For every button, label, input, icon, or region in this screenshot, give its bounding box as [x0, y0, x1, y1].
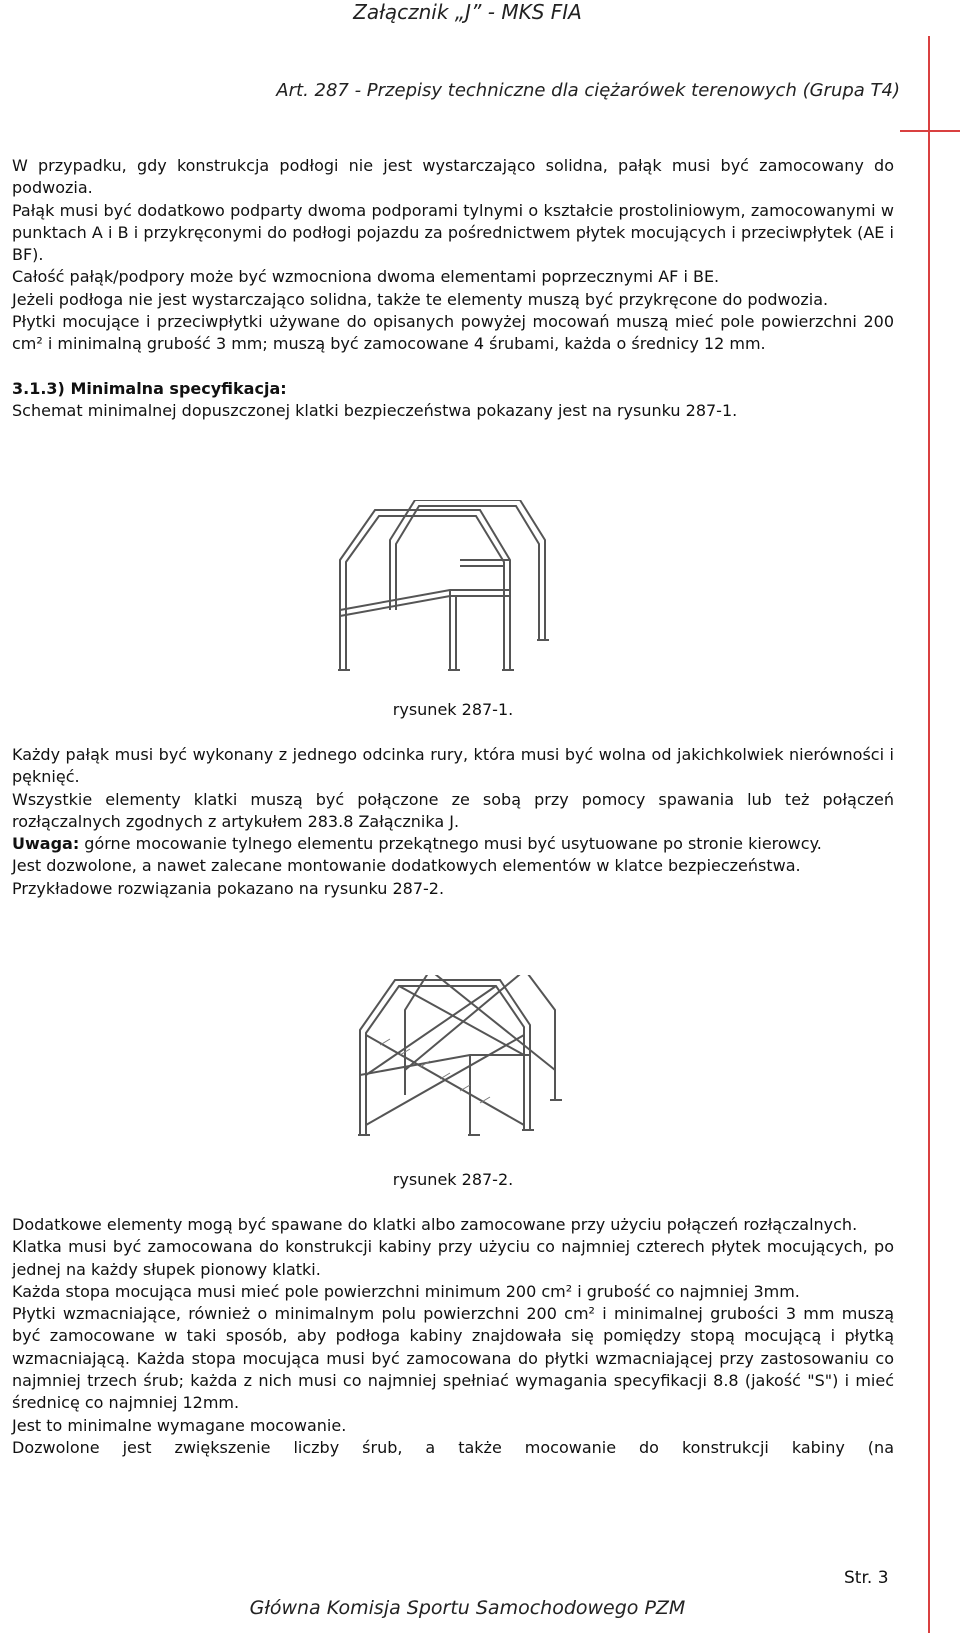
- figure-287-2-caption: rysunek 287-2.: [392, 1170, 514, 1189]
- figure-287-2-rollcage: [350, 975, 570, 1145]
- section-heading-text: 3.1.3) Minimalna specyfikacja:: [12, 378, 287, 398]
- header-article-title: Art. 287 - Przepisy techniczne dla ciężarówek terenowych (Grupa T4): [276, 80, 900, 101]
- paragraph: Pałąk musi być dodatkowo podparty dwoma podporami tylnymi o kształcie prostoliniowym, zamocowanymi w punktach A i B i przykręconymi do podłogi pojazdu za pośrednictwem płytek mocujących i przeciwpłytek (AE i BF).: [12, 200, 894, 265]
- paragraph: Płytki mocujące i przeciwpłytki używane do opisanych powyżej mocowań muszą mieć pole powierzchni 200 cm² i minimalną grubość 3 mm; muszą być zamocowane 4 śrubami, każda o średnicy 12 mm.: [12, 312, 894, 354]
- paragraph: Każdy pałąk musi być wykonany z jednego odcinka rury, która musi być wolna od jakichkolwiek nierówności i pęknięć.: [12, 745, 894, 787]
- paragraph: Schemat minimalnej dopuszczonej klatki bezpieczeństwa pokazany jest na rysunku 287-1.: [12, 400, 738, 420]
- section-mounting-plates: [12, 1214, 894, 1459]
- page-number: Str. 3: [844, 1568, 889, 1588]
- margin-rule-vertical: [928, 36, 930, 1633]
- paragraph: Jest dozwolone, a nawet zalecane montowanie dodatkowych elementów w klatce bezpieczeństwa.: [12, 856, 801, 876]
- section-floor-mounting: [12, 155, 894, 422]
- footer-organization: Główna Komisja Sportu Samochodowego PZM: [249, 1597, 686, 1619]
- paragraph: Wszystkie elementy klatki muszą być połączone ze sobą przy pomocy spawania lub też połączeń rozłączalnych zgodnych z artykułem 283.8 Załącznika J.: [12, 789, 894, 831]
- paragraph: Jest to minimalne wymagane mocowanie.: [12, 1415, 347, 1435]
- paragraph: Przykładowe rozwiązania pokazano na rysunku 287-2.: [12, 878, 445, 898]
- paragraph: Płytki wzmacniające, również o minimalnym polu powierzchni 200 cm² i minimalnej grubości 3 mm muszą być zamocowane w taki sposób, aby podłoga kabiny znajdowała się pomiędzy stopą mocującą i płytką wzmacniającą. Każda stopa mocująca musi być zamocowana do płytki wzmacniającej przy zastosowaniu co najmniej trzech śrub; każda z nich musi co najmniej spełniać wymagania specyfikacji 8.8 (jakość "S") i mieć średnicę co najmniej 12mm.: [12, 1304, 894, 1413]
- section-heading: [12, 378, 894, 400]
- paragraph: Dozwolone jest zwiększenie liczby śrub, a także mocowanie do konstrukcji kabiny (na: [12, 1437, 894, 1457]
- figure-287-1-caption: rysunek 287-1.: [392, 700, 514, 719]
- paragraph: Każda stopa mocująca musi mieć pole powierzchni minimum 200 cm² i grubość co najmniej 3mm.: [12, 1281, 800, 1301]
- paragraph-note: [12, 833, 894, 855]
- note-text: górne mocowanie tylnego elementu przekątnego musi być usytuowane po stronie kierowcy.: [79, 834, 822, 854]
- section-construction: [12, 744, 894, 900]
- paragraph: Całość pałąk/podpory może być wzmocniona dwoma elementami poprzecznymi AF i BE.: [12, 267, 720, 287]
- paragraph: Dodatkowe elementy mogą być spawane do klatki albo zamocowane przy użyciu połączeń rozłączalnych.: [12, 1215, 858, 1234]
- paragraph: Klatka musi być zamocowana do konstrukcji kabiny przy użyciu co najmniej czterech płytek mocujących, po jednej na każdy słupek pionowy klatki.: [12, 1237, 894, 1279]
- header-annex-title: Załącznik „J” - MKS FIA: [353, 0, 582, 24]
- margin-rule-horizontal: [900, 130, 960, 132]
- figure-287-1-rollcage: [330, 500, 580, 680]
- note-label: Uwaga:: [12, 834, 80, 854]
- paragraph: Jeżeli podłoga nie jest wystarczająco solidna, także te elementy muszą być przykręcone do podwozia.: [12, 289, 829, 309]
- paragraph: W przypadku, gdy konstrukcja podłogi nie jest wystarczająco solidna, pałąk musi być zamocowany do podwozia.: [12, 156, 894, 198]
